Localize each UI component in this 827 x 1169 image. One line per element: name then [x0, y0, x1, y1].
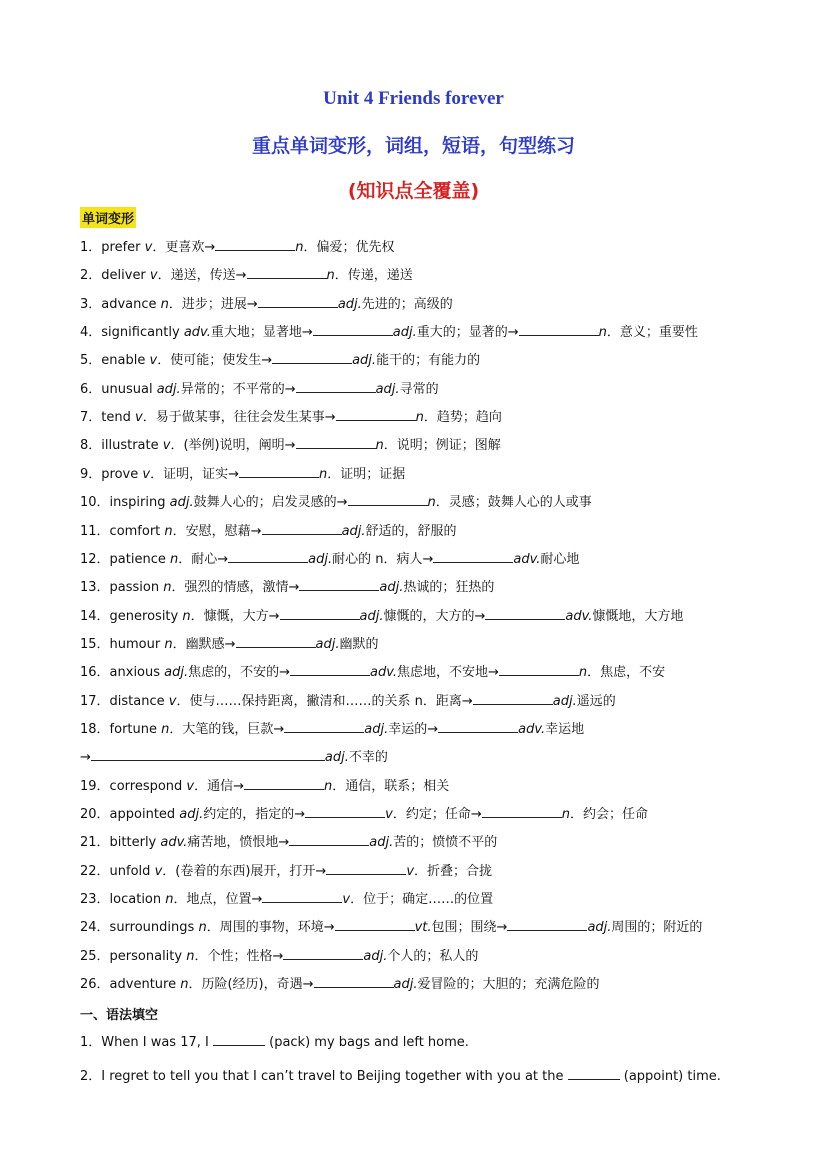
word-form-item	[80, 578, 494, 596]
word-form-item	[80, 748, 388, 766]
item-text: ．易于做某事，往往会发生某事→	[142, 410, 336, 426]
item-text: 20．appointed	[80, 807, 180, 822]
part-of-speech: v	[135, 410, 143, 426]
question-text: (pack) my bags and left home.	[264, 1035, 469, 1050]
part-of-speech: v	[342, 892, 351, 908]
word-form-item	[80, 493, 592, 511]
part-of-speech: n	[415, 410, 424, 426]
item-text: 异常的；不平常的→	[180, 381, 296, 397]
item-text: 个人的；私人的	[387, 948, 479, 964]
item-text: 先进的；高级的	[361, 296, 453, 312]
item-text: 11．comfort	[80, 523, 165, 539]
item-text: 痛苦地，愤恨地→	[187, 835, 290, 851]
answer-blank[interactable]	[228, 550, 308, 563]
item-text: 爱冒险的；大胆的；充满危险的	[417, 977, 600, 993]
answer-blank[interactable]	[247, 266, 327, 279]
item-text: ．大笔的钱，巨款→	[169, 721, 285, 737]
item-text: ．耐心→	[178, 551, 229, 567]
part-of-speech: n	[160, 296, 169, 312]
part-of-speech: n	[598, 325, 607, 341]
part-of-speech: n	[561, 807, 571, 822]
answer-blank[interactable]	[507, 918, 587, 931]
answer-blank[interactable]	[313, 323, 393, 336]
item-text: 22．unfold	[80, 863, 155, 879]
answer-blank[interactable]	[280, 607, 360, 620]
item-text: 耐心的 n．病人→	[332, 551, 434, 567]
item-text: 26．adventure	[80, 977, 181, 993]
item-text: 18．fortune	[80, 721, 162, 737]
part-of-speech: n	[163, 580, 172, 596]
answer-blank[interactable]	[305, 805, 385, 818]
item-text: ．使与……保持距离，撇清和……的关系 n．距离→	[176, 693, 473, 709]
answer-blank[interactable]	[326, 862, 406, 875]
question-text: 2．I regret to tell you that I can’t travel to Beijing together with you at the	[80, 1069, 568, 1084]
item-text: 慷慨地，大方地	[592, 608, 684, 624]
word-form-item	[80, 918, 702, 936]
item-text: 21．bitterly	[80, 835, 161, 851]
part-of-speech: adj.	[364, 721, 389, 737]
item-text: 约定的，指定的→	[203, 807, 306, 822]
part-of-speech: n	[427, 495, 436, 511]
word-form-item	[80, 550, 579, 568]
answer-blank[interactable]	[296, 380, 376, 393]
answer-blank[interactable]	[519, 323, 599, 336]
word-form-item	[80, 238, 395, 256]
part-of-speech: v	[149, 268, 158, 284]
answer-blank[interactable]	[499, 663, 579, 676]
item-text: ．证明；证据	[327, 466, 406, 482]
word-form-item	[80, 777, 449, 795]
item-text: 1．prefer	[80, 240, 145, 255]
part-of-speech: v	[406, 863, 415, 879]
part-of-speech: adv.	[183, 325, 211, 341]
item-text: 3．advance	[80, 296, 161, 312]
part-of-speech: n	[295, 240, 304, 255]
item-text: ．(卷着的东西)展开，打开→	[162, 863, 327, 879]
item-text: ．折叠；合拢	[414, 863, 493, 879]
item-text: 苦的；愤愤不平的	[393, 835, 498, 851]
part-of-speech: adv.	[565, 608, 593, 624]
part-of-speech: n	[161, 721, 170, 737]
item-text: ．周围的事物，环境→	[206, 920, 335, 936]
part-of-speech: adv.	[160, 835, 188, 851]
item-text: 14．generosity	[80, 608, 183, 624]
part-of-speech: adj.	[308, 551, 333, 567]
answer-blank[interactable]	[314, 975, 394, 988]
part-of-speech: adj.	[156, 381, 181, 397]
part-of-speech: v	[149, 353, 158, 369]
item-text: 重大的；显著的→	[416, 325, 519, 341]
item-text: ．进步；进展→	[168, 296, 258, 312]
answer-blank[interactable]	[244, 777, 324, 790]
answer-blank[interactable]	[272, 351, 352, 364]
answer-blank[interactable]	[262, 890, 342, 903]
word-form-item	[80, 266, 413, 284]
item-text: 周围的；附近的	[611, 920, 703, 936]
part-of-speech: v	[168, 693, 177, 709]
item-text: 24．surroundings	[80, 920, 199, 936]
answer-blank[interactable]	[91, 748, 169, 761]
part-of-speech: n	[186, 948, 195, 964]
part-of-speech: v	[385, 807, 393, 822]
item-text: 2．deliver	[80, 268, 150, 284]
answer-blank[interactable]	[236, 635, 316, 648]
item-text: 23．location	[80, 892, 166, 908]
part-of-speech: v	[142, 466, 151, 482]
part-of-speech: v	[144, 240, 153, 255]
part-of-speech: adj.	[369, 835, 394, 851]
part-of-speech: v	[154, 863, 163, 879]
part-of-speech: n	[182, 608, 191, 624]
item-text: 遥远的	[576, 693, 616, 709]
item-text: 舒适的，舒服的	[365, 523, 457, 539]
word-form-item	[80, 692, 616, 710]
answer-blank[interactable]	[568, 1067, 620, 1080]
item-text: ．说明；例证；图解	[383, 438, 501, 454]
item-text: 包围；围绕→	[431, 920, 508, 936]
item-text: 12．patience	[80, 551, 170, 567]
part-of-speech: n	[578, 665, 588, 681]
item-text: 16．anxious	[80, 665, 165, 681]
part-of-speech: adj.	[179, 807, 204, 822]
answer-blank[interactable]	[290, 663, 370, 676]
item-text: 鼓舞人心的；启发灵感的→	[193, 495, 348, 511]
part-of-speech: v	[162, 438, 171, 454]
item-text: ．地点，位置→	[173, 892, 263, 908]
worksheet-subtitle: 重点单词变形，词组，短语，句型练习	[251, 135, 575, 157]
part-of-speech: vt.	[414, 920, 432, 936]
item-text: 慷慨的，大方的→	[383, 608, 486, 624]
item-text: 4．significantly	[80, 325, 184, 341]
word-form-item	[80, 323, 698, 341]
part-of-speech: adv.	[370, 665, 398, 681]
answer-blank[interactable]	[213, 1033, 265, 1046]
part-of-speech: adj.	[379, 580, 404, 596]
word-form-item	[80, 436, 501, 454]
part-of-speech: n	[326, 268, 335, 284]
item-text: ．通信，联系；相关	[332, 778, 450, 794]
item-text: 15．humour	[80, 636, 165, 652]
answer-blank[interactable]	[348, 493, 428, 506]
part-of-speech: n	[318, 466, 328, 482]
item-text: 25．personality	[80, 948, 187, 964]
item-text: ．更喜欢→	[152, 240, 216, 255]
part-of-speech: adj.	[552, 693, 577, 709]
answer-blank[interactable]	[283, 947, 363, 960]
word-form-item	[80, 380, 439, 398]
part-of-speech: adj.	[363, 948, 388, 964]
grammar-question-1	[80, 1033, 469, 1051]
part-of-speech: adj.	[375, 381, 400, 397]
part-of-speech: adj.	[352, 353, 377, 369]
item-text: ．安慰，慰藉→	[172, 523, 262, 539]
item-text: →	[80, 750, 91, 766]
item-text: 7．tend	[80, 410, 135, 426]
part-of-speech: n	[164, 636, 173, 652]
answer-blank[interactable]	[485, 607, 565, 620]
word-form-item	[80, 947, 478, 965]
part-of-speech: n	[170, 551, 179, 567]
item-text: 19．correspond	[80, 778, 187, 794]
item-text: 不幸的	[348, 750, 388, 766]
part-of-speech: adj.	[164, 665, 189, 681]
item-text: ．趋势；趋向	[423, 410, 502, 426]
item-text: ．历险(经历)，奇遇→	[188, 977, 314, 993]
item-text: 8．illustrate	[80, 438, 163, 454]
word-form-item	[80, 522, 457, 540]
item-text: 9．prove	[80, 466, 143, 482]
answer-blank[interactable]	[262, 522, 342, 535]
word-form-item	[80, 862, 492, 880]
answer-blank[interactable]	[215, 238, 295, 251]
part-of-speech: n	[375, 438, 384, 454]
part-of-speech: adj.	[359, 608, 384, 624]
item-text: ．个性；性格→	[194, 948, 284, 964]
item-text: ．慷慨，大方→	[190, 608, 280, 624]
word-form-item	[80, 890, 493, 908]
item-text: ．偏爱；优先权	[303, 240, 395, 255]
answer-blank[interactable]	[335, 918, 415, 931]
item-text: 13．passion	[80, 580, 164, 596]
question-text: (appoint) time.	[619, 1069, 721, 1084]
item-text: ．递送，传送→	[157, 268, 247, 284]
part-of-speech: adj.	[337, 296, 362, 312]
item-text: 幸运地	[545, 721, 585, 737]
question-text: 1．When I was 17, I	[80, 1035, 213, 1050]
item-text: ．使可能；使发生→	[157, 353, 273, 369]
part-of-speech: adv.	[518, 721, 546, 737]
item-text: 重大地；显著地→	[210, 325, 313, 341]
item-text: 幽默的	[339, 636, 379, 652]
item-text: ．通信→	[194, 778, 245, 794]
item-text: ．幽默感→	[172, 636, 236, 652]
answer-blank[interactable]	[289, 833, 369, 846]
item-text: 幸运的→	[388, 721, 439, 737]
item-text: ．证明，证实→	[150, 466, 239, 482]
item-text: ．(举例)说明，阐明→	[170, 438, 296, 454]
word-form-item	[80, 833, 497, 851]
item-text: 17．distance	[80, 693, 169, 709]
item-text: ．焦虑，不安	[587, 665, 666, 681]
part-of-speech: adv.	[513, 551, 541, 567]
part-of-speech: n	[324, 778, 333, 794]
answer-blank[interactable]	[296, 436, 376, 449]
item-text: 寻常的	[399, 381, 439, 397]
part-of-speech: adj.	[341, 523, 366, 539]
item-text: ．传递，递送	[334, 268, 413, 284]
item-text: 10．inspiring	[80, 495, 170, 511]
item-text: ．强烈的情感，激情→	[171, 580, 300, 596]
item-text: ．约会；任命	[570, 807, 649, 822]
part-of-speech: adj.	[315, 636, 340, 652]
word-form-item	[80, 607, 683, 625]
part-of-speech: adj.	[587, 920, 612, 936]
part-of-speech: n	[198, 920, 207, 936]
word-form-item	[80, 295, 453, 313]
answer-blank[interactable]	[473, 692, 553, 705]
answer-blank[interactable]	[299, 578, 379, 591]
item-text: ．意义；重要性	[606, 325, 698, 341]
answer-blank[interactable]	[438, 720, 518, 733]
grammar-question-2	[80, 1067, 721, 1085]
item-text: ．位于；确定……的位置	[350, 892, 494, 908]
word-form-item	[80, 465, 405, 483]
part-of-speech: n	[164, 523, 173, 539]
item-text: 焦虑的，不安的→	[188, 665, 291, 681]
item-text: 焦虑地，不安地→	[397, 665, 499, 681]
item-text: 6．unusual	[80, 381, 157, 397]
word-form-item	[80, 635, 379, 653]
part-of-speech: n	[180, 977, 189, 993]
item-text: 能干的；有能力的	[376, 353, 481, 369]
part-of-speech: adj.	[392, 325, 417, 341]
section-label-grammar-fill: 一、语法填空	[80, 1008, 159, 1023]
word-form-item	[80, 351, 480, 369]
item-text: 耐心地	[540, 551, 580, 567]
answer-blank[interactable]	[284, 720, 364, 733]
word-form-item	[80, 720, 584, 738]
item-text: ．灵感；鼓舞人心的人或事	[435, 495, 592, 511]
word-form-item	[80, 805, 648, 823]
answer-blank[interactable]	[247, 748, 325, 761]
answer-blank[interactable]	[433, 550, 513, 563]
section-label-word-forms: 单词变形	[80, 207, 136, 228]
item-text: 热诚的；狂热的	[403, 580, 495, 596]
item-text: ．约定；任命→	[392, 807, 482, 822]
answer-blank[interactable]	[336, 408, 416, 421]
unit-title: Unit 4 Friends forever	[323, 88, 504, 109]
answer-blank[interactable]	[258, 295, 338, 308]
item-text: 5．enable	[80, 353, 150, 369]
part-of-speech: adj.	[324, 750, 349, 766]
answer-blank[interactable]	[169, 748, 247, 761]
part-of-speech: n	[165, 892, 174, 908]
part-of-speech: adj.	[169, 495, 194, 511]
answer-blank[interactable]	[482, 805, 562, 818]
coverage-tag: (知识点全覆盖)	[347, 180, 480, 202]
part-of-speech: adj.	[393, 977, 418, 993]
word-form-item	[80, 975, 600, 993]
part-of-speech: v	[186, 778, 195, 794]
word-form-item	[80, 408, 502, 426]
answer-blank[interactable]	[239, 465, 319, 478]
word-form-item	[80, 663, 665, 681]
